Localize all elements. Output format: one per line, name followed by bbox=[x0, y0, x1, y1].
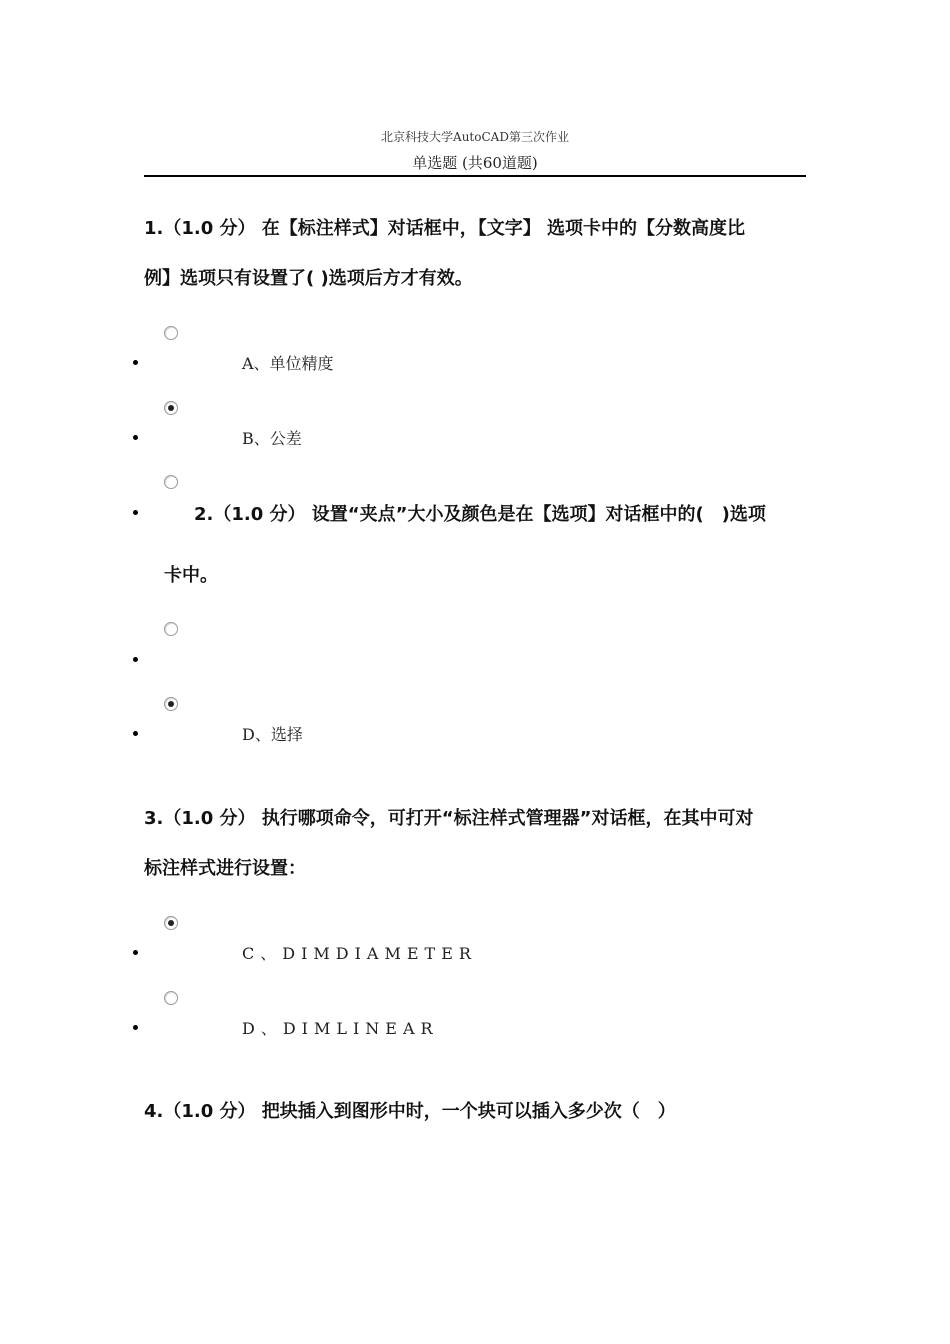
q3-option-d-label: D、DIMLINEAR bbox=[242, 1019, 439, 1038]
q1-option-a-radio[interactable] bbox=[164, 326, 178, 340]
bullet-icon bbox=[133, 1025, 138, 1030]
header-divider bbox=[144, 175, 806, 177]
q3-option-d-radio[interactable] bbox=[164, 991, 178, 1005]
question-1-text-line2: 例】选项只有设置了( )选项后方才有效。 bbox=[144, 268, 473, 289]
q2-option-d-radio[interactable] bbox=[164, 697, 178, 711]
question-3-text-line1: 3.（1.0 分） 执行哪项命令，可打开“标注样式管理器”对话框，在其中可对 bbox=[144, 808, 754, 829]
q1-option-a-label: A、单位精度 bbox=[242, 354, 334, 373]
q1-option-b-label: B、公差 bbox=[242, 429, 302, 448]
q3-option-c-radio[interactable] bbox=[164, 916, 178, 930]
q1-option-c-radio[interactable] bbox=[164, 475, 178, 489]
section-title: 单选题 (共60道题) bbox=[412, 154, 538, 172]
bullet-icon bbox=[133, 731, 138, 736]
radio-selected-dot bbox=[168, 405, 174, 411]
q1-option-b-radio[interactable] bbox=[164, 401, 178, 415]
q2-option-c-radio[interactable] bbox=[164, 622, 178, 636]
question-3-text-line2: 标注样式进行设置： bbox=[144, 858, 306, 879]
q2-option-d-label: D、选择 bbox=[242, 725, 303, 744]
radio-selected-dot bbox=[168, 701, 174, 707]
bullet-icon bbox=[133, 950, 138, 955]
bullet-icon bbox=[133, 435, 138, 440]
bullet-icon bbox=[133, 360, 138, 365]
document-title: 北京科技大学AutoCAD第三次作业 bbox=[381, 130, 569, 144]
question-1-text-line1: 1.（1.0 分） 在【标注样式】对话框中，【文字】 选项卡中的【分数高度比 bbox=[144, 218, 746, 239]
q3-option-c-label: C、DIMDIAMETER bbox=[242, 944, 477, 963]
question-2-text-line1: 2.（1.0 分） 设置“夹点”大小及颜色是在【选项】对话框中的( )选项 bbox=[194, 504, 766, 525]
question-4-text-line1: 4.（1.0 分） 把块插入到图形中时，一个块可以插入多少次（ ） bbox=[144, 1101, 676, 1122]
radio-selected-dot bbox=[168, 920, 174, 926]
bullet-icon bbox=[133, 510, 138, 515]
question-2-text-line2: 卡中。 bbox=[164, 565, 218, 586]
bullet-icon bbox=[133, 657, 138, 662]
